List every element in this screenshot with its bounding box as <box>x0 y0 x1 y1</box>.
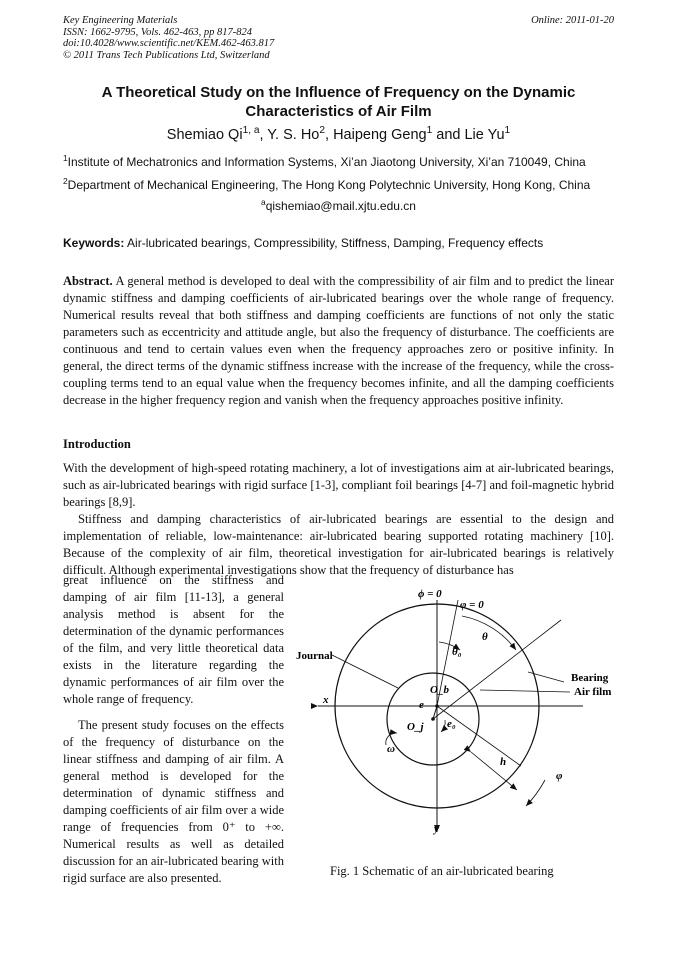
figure-caption: Fig. 1 Schematic of an air-lubricated bearing <box>330 864 554 878</box>
doi-line: doi:10.4028/www.scientific.net/KEM.462-463.817 <box>63 38 275 49</box>
journal-name: Key Engineering Materials <box>63 15 178 26</box>
e0-label: e₀ <box>447 718 456 730</box>
author-list <box>63 127 614 143</box>
author-4: Lie Yu <box>464 127 505 143</box>
eccentricity-label: e <box>419 699 424 711</box>
film-thickness-arrow <box>471 752 517 790</box>
corresponding-email <box>63 199 614 213</box>
phi-zero-label: ϕ = 0 <box>418 588 442 600</box>
theta-label: θ <box>482 631 488 643</box>
varphi-arc <box>526 780 545 806</box>
journal-label: Journal <box>296 650 333 662</box>
journal-center-point <box>431 717 435 721</box>
intro-paragraph-3: great influence on the stiffness and damping of air film [11-13], a general analysis method is absent for the determination of the dynamic performances of the film, and very little theoretical data exists in the literature regarding the dynamic performances of air film over the whole range of frequency. <box>63 573 284 706</box>
affiliation-2 <box>63 178 623 192</box>
copyright-line: © 2011 Trans Tech Publications Ltd, Switzerland <box>63 49 270 61</box>
theta0-label: θ₀ <box>452 646 462 658</box>
author-separator: , <box>325 127 334 143</box>
email-address[interactable]: qishemiao@mail.xjtu.edu.cn <box>265 199 416 213</box>
frequency-range: 0⁺ to +∞ <box>222 820 281 834</box>
author-3: Haipeng Geng <box>333 127 427 143</box>
journal-center-label: O_j <box>407 721 424 733</box>
intro-p4-text-a: The present study focuses on the effects of the frequency of disturbance on the linear stiffness and damping of air film. A general method is developed for the determination of dynamic stiffness and damping coefficients of air film over a wide range of frequencies from <box>63 718 284 834</box>
section-heading-introduction: Introduction <box>63 437 131 451</box>
journal-header <box>63 15 274 61</box>
author-2: Y. S. Ho <box>267 127 320 143</box>
x-axis-label: x <box>323 694 329 706</box>
author-1-affil: 1, a <box>242 125 260 137</box>
bearing-schematic <box>290 580 620 860</box>
intro-paragraph-1: With the development of high-speed rotating machinery, a lot of investigations aim at air-lubricated bearings, such as air-lubricated bearings with rigid surface [1-3], compliant foil bearings [4-7] and foil-magnetic hybrid bearings [8,9]. <box>63 461 614 509</box>
abstract-text: A general method is developed to deal with the compressibility of air film and to predict the linear dynamic stiffness and damping coefficients of air-lubricated bearings over the whole range of frequency. Numerical results reveal that both stiffness and damping coefficients are functions of not only the static parameters such as eccentricity and attitude angle, but also the frequency of disturbance. The coefficients are continuous and tend to certain values even when the frequency approaches zero or positive infinity. In general, the direct terms of the dynamic stiffness increase with the increase of the frequency, while the cross-coupling terms tend to an equal value when the frequency becomes infinite, and all the damping coefficients decrease in the higher frequency region and vanish when the frequency approaches positive infinity. <box>63 274 614 407</box>
intro-p4-text-b: . Numerical results as well as detailed discussion for an air-lubricated bearing with rigid surface are also presented. <box>63 820 284 885</box>
affiliation-2-text: Department of Mechanical Engineering, The Hong Kong Polytechnic University, Hong Kong, China <box>67 178 591 192</box>
affiliation-2-number: 2 <box>63 176 68 186</box>
abstract-label: Abstract. <box>63 274 113 288</box>
author-4-affil: 1 <box>504 125 511 137</box>
airfilm-leader <box>480 690 570 692</box>
affiliation-1 <box>63 155 623 169</box>
intro-paragraph-4 <box>63 717 284 887</box>
varphi-zero-label: φ = 0 <box>460 599 484 611</box>
paper-title <box>63 83 614 121</box>
author-3-affil: 1 <box>426 125 433 137</box>
issn-line: ISSN: 1662-9795, Vols. 462-463, pp 817-824 <box>63 26 252 38</box>
varphi-label: φ <box>556 770 563 782</box>
keywords-text: Air-lubricated bearings, Compressibility, Stiffness, Damping, Frequency effects <box>124 236 544 250</box>
theta-ref-line <box>433 620 561 719</box>
rotation-label: ω <box>387 743 395 755</box>
title-line-1: A Theoretical Study on the Influence of Frequency on the Dynamic <box>101 84 576 101</box>
title-line-2: Characteristics of Air Film <box>245 103 432 120</box>
email-marker: a <box>261 197 266 207</box>
bearing-leader <box>528 672 564 682</box>
film-thickness-label: h <box>500 756 507 768</box>
online-date: Online: 2011-01-20 <box>531 15 614 26</box>
author-2-affil: 2 <box>319 125 326 137</box>
y-axis-label: y <box>434 823 439 835</box>
bearing-label: Bearing <box>571 672 609 684</box>
bearing-center-point <box>435 704 439 708</box>
abstract <box>63 273 614 409</box>
bearing-center-label: O_b <box>430 684 449 696</box>
author-separator: , <box>259 127 268 143</box>
journal-leader <box>332 655 398 688</box>
affiliation-1-number: 1 <box>63 153 68 163</box>
keywords <box>63 236 614 250</box>
keywords-label: Keywords: <box>63 236 125 250</box>
affiliation-1-text: Institute of Mechatronics and Information Systems, Xi’an Jiaotong University, Xi’an 710049, China <box>67 155 586 169</box>
intro-paragraph-2: Stiffness and damping characteristics of air-lubricated bearings are essential to the design and implementation of reliable, low-maintenance: air-lubricated bearing supported rotating machinery [10]. Because of the complexity of air film, theoretical investigation for air-lubricated bearings is relatively difficult. Although experimental investigations show that the frequency of disturbance has <box>63 512 614 577</box>
airfilm-label: Air film <box>574 686 612 698</box>
author-separator: and <box>432 127 465 143</box>
author-1: Shemiao Qi <box>166 127 243 143</box>
e0-arc <box>441 720 445 732</box>
